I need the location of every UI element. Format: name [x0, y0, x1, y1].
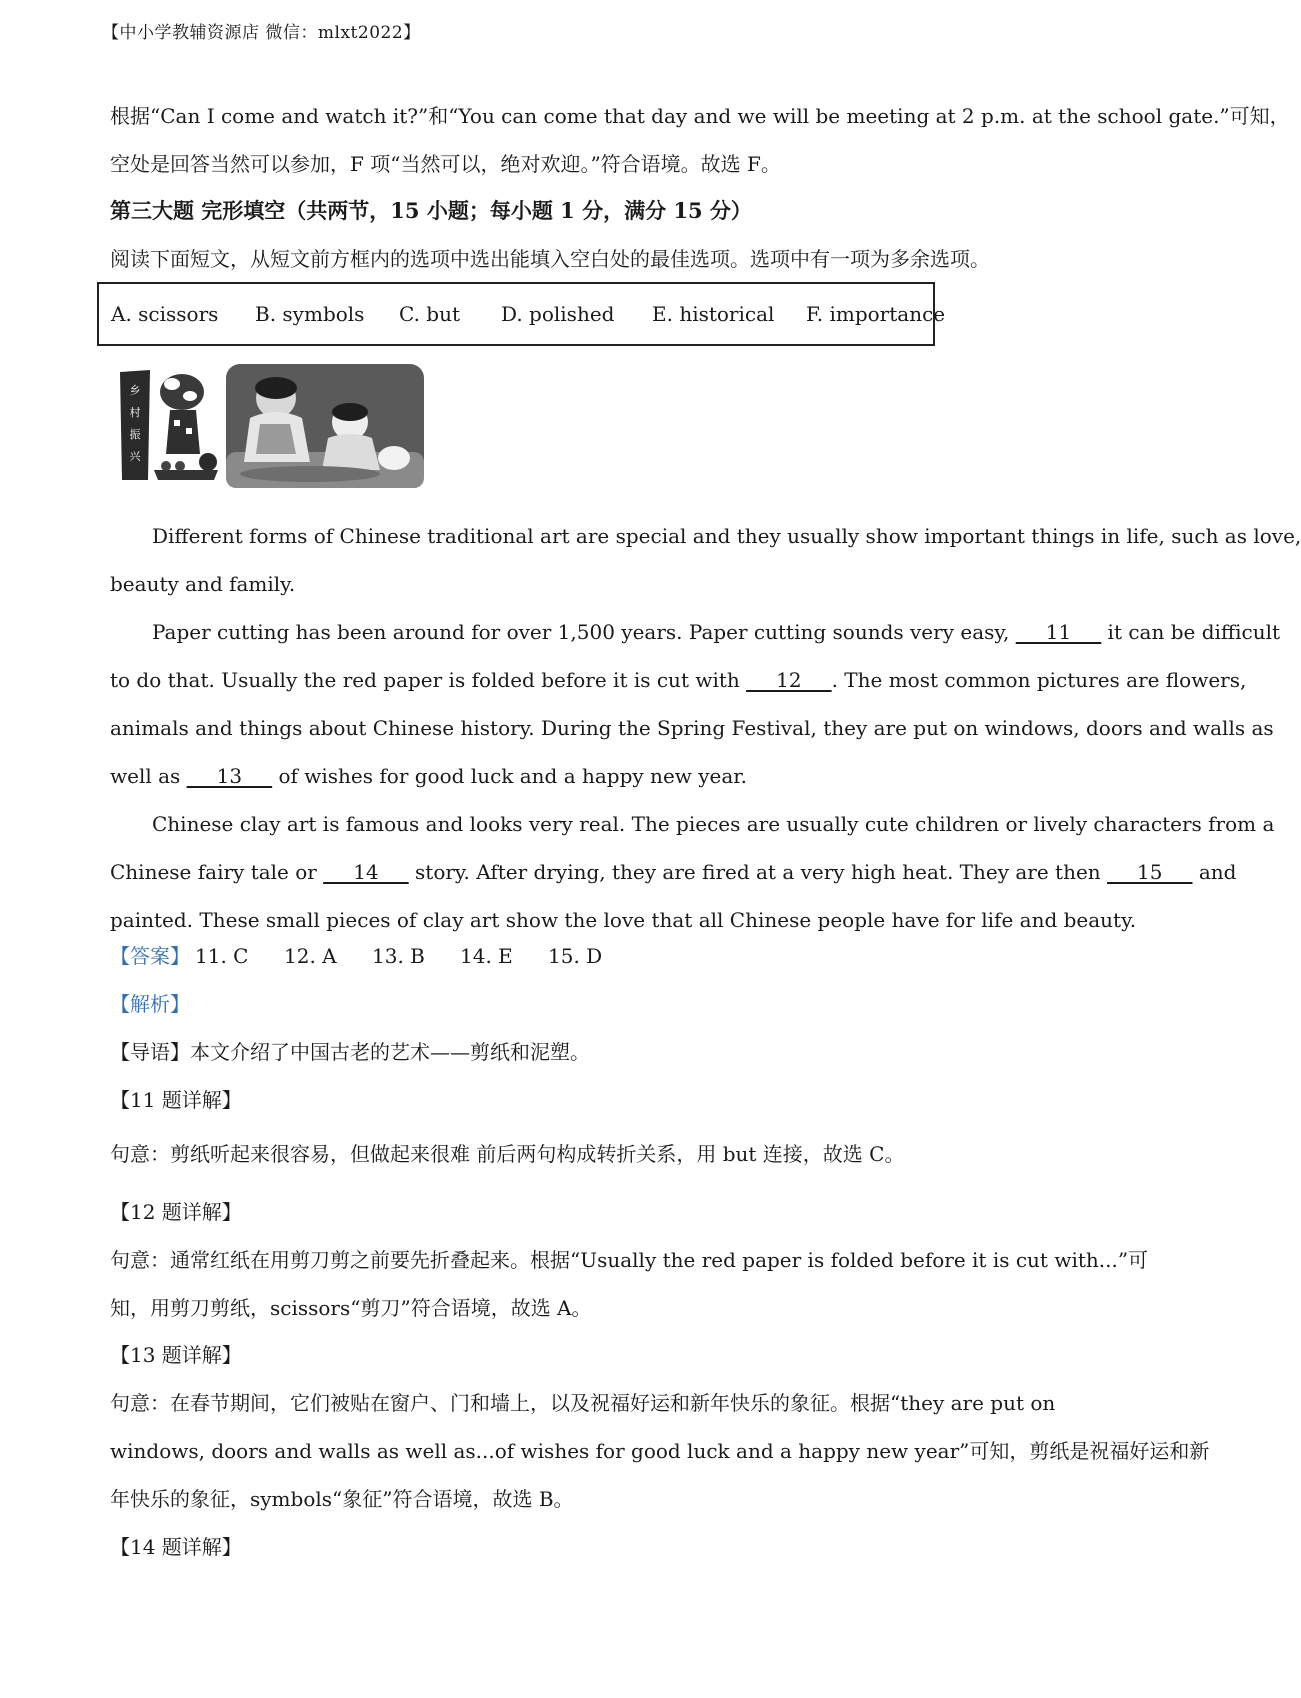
option-b: B. symbols [255, 302, 365, 326]
text: Chinese fairy tale or [110, 860, 324, 884]
section-title: 第三大题 完形填空（共两节，15 小题；每小题 1 分，满分 15 分） [110, 198, 752, 223]
intro-line-1: 根据“Can I come and watch it?”和“You can come that day and we will be meeting at 2 p.m. at the school gate.”可知， [110, 104, 1290, 128]
passage-p3-line-2 [110, 858, 1236, 886]
detail-heading-11: 【11 题详解】 [110, 1088, 242, 1112]
detail-12-line-2: 知，用剪刀剪纸，scissors“剪刀”符合语境，故选 A。 [110, 1296, 592, 1320]
text: . The most common pictures are flowers, [831, 668, 1247, 692]
caption-char-4: 兴 [129, 450, 141, 463]
option-c: C. but [399, 302, 461, 326]
option-d: D. polished [501, 302, 615, 326]
paper-cut-image [114, 368, 222, 480]
passage-p2-line-1 [152, 618, 1280, 646]
header-note: 【中小学教辅资源店 微信：mlxt2022】 [102, 23, 421, 43]
blank-13: ___13___ [186, 764, 273, 788]
blank-15: ___15___ [1107, 860, 1193, 884]
answer-item-12: 12. A [284, 944, 337, 968]
passage-p2-line-2 [110, 666, 1246, 694]
text: and [1192, 860, 1237, 884]
answer-item-14: 14. E [460, 944, 513, 968]
clay-figures-photo [226, 364, 424, 488]
answer-item-13: 13. B [372, 944, 425, 968]
passage-p3-line-1: Chinese clay art is famous and looks very real. The pieces are usually cute children or lively characters from a [152, 812, 1275, 836]
options-box [97, 282, 946, 346]
intro-line-2: 空处是回答当然可以参加，F 项“当然可以，绝对欢迎。”符合语境。故选 F。 [110, 152, 781, 176]
answer-label: 【答案】 [110, 944, 190, 968]
guide-text: 【导语】本文介绍了中国古老的艺术——剪纸和泥塑。 [110, 1040, 590, 1064]
text: story. After drying, they are fired at a very high heat. They are then [408, 860, 1108, 884]
passage-p2-line-3: animals and things about Chinese history. During the Spring Festival, they are put on windows, doors and walls as [110, 716, 1274, 740]
detail-heading-13: 【13 题详解】 [110, 1343, 242, 1367]
text: well as [110, 764, 187, 788]
detail-13-line-1: 句意：在春节期间，它们被贴在窗户、门和墙上，以及祝福好运和新年快乐的象征。根据“they are put on [110, 1391, 1056, 1415]
illustration-svg [110, 362, 430, 490]
caption-char-1: 乡 [129, 384, 141, 397]
caption-char-2: 村 [129, 406, 141, 419]
passage-p1-line-2: beauty and family. [110, 572, 296, 596]
text: Paper cutting has been around for over 1,500 years. Paper cutting sounds very easy, [152, 620, 1016, 644]
caption-char-3: 振 [129, 428, 141, 441]
text: it can be difficult [1101, 620, 1281, 644]
instruction: 阅读下面短文，从短文前方框内的选项中选出能填入空白处的最佳选项。选项中有一项为多余选项。 [110, 247, 990, 271]
blank-12: ___12___ [746, 668, 832, 692]
answer-item-15: 15. D [548, 944, 603, 968]
illustrations [110, 362, 430, 494]
analysis-label: 【解析】 [110, 992, 190, 1016]
detail-13-line-3: 年快乐的象征，symbols“象征”符合语境，故选 B。 [110, 1487, 574, 1511]
detail-11-line-1: 句意：剪纸听起来很容易，但做起来很难 前后两句构成转折关系，用 but 连接，故选 C。 [110, 1142, 905, 1166]
detail-12-line-1: 句意：通常红纸在用剪刀剪之前要先折叠起来。根据“Usually the red paper is folded before it is cut with...”可 [110, 1248, 1149, 1272]
text: of wishes for good luck and a happy new year. [272, 764, 748, 788]
detail-13-line-2: windows, doors and walls as well as...of wishes for good luck and a happy new year”可知，剪纸是祝福好运和新 [110, 1439, 1210, 1463]
answer-item-11: 11. C [195, 944, 249, 968]
option-e: E. historical [652, 302, 775, 326]
passage-p2-line-4 [110, 762, 747, 790]
detail-heading-12: 【12 题详解】 [110, 1200, 242, 1224]
blank-14: ___14___ [323, 860, 409, 884]
option-f: F. importance [806, 302, 946, 326]
detail-heading-14: 【14 题详解】 [110, 1535, 242, 1559]
passage-p1-line-1: Different forms of Chinese traditional art are special and they usually show important things in life, such as love, [152, 524, 1301, 548]
option-a: A. scissors [111, 302, 219, 326]
blank-11: ___11___ [1015, 620, 1102, 644]
passage-p3-line-3: painted. These small pieces of clay art show the love that all Chinese people have for life and beauty. [110, 908, 1137, 932]
text: to do that. Usually the red paper is folded before it is cut with [110, 668, 747, 692]
